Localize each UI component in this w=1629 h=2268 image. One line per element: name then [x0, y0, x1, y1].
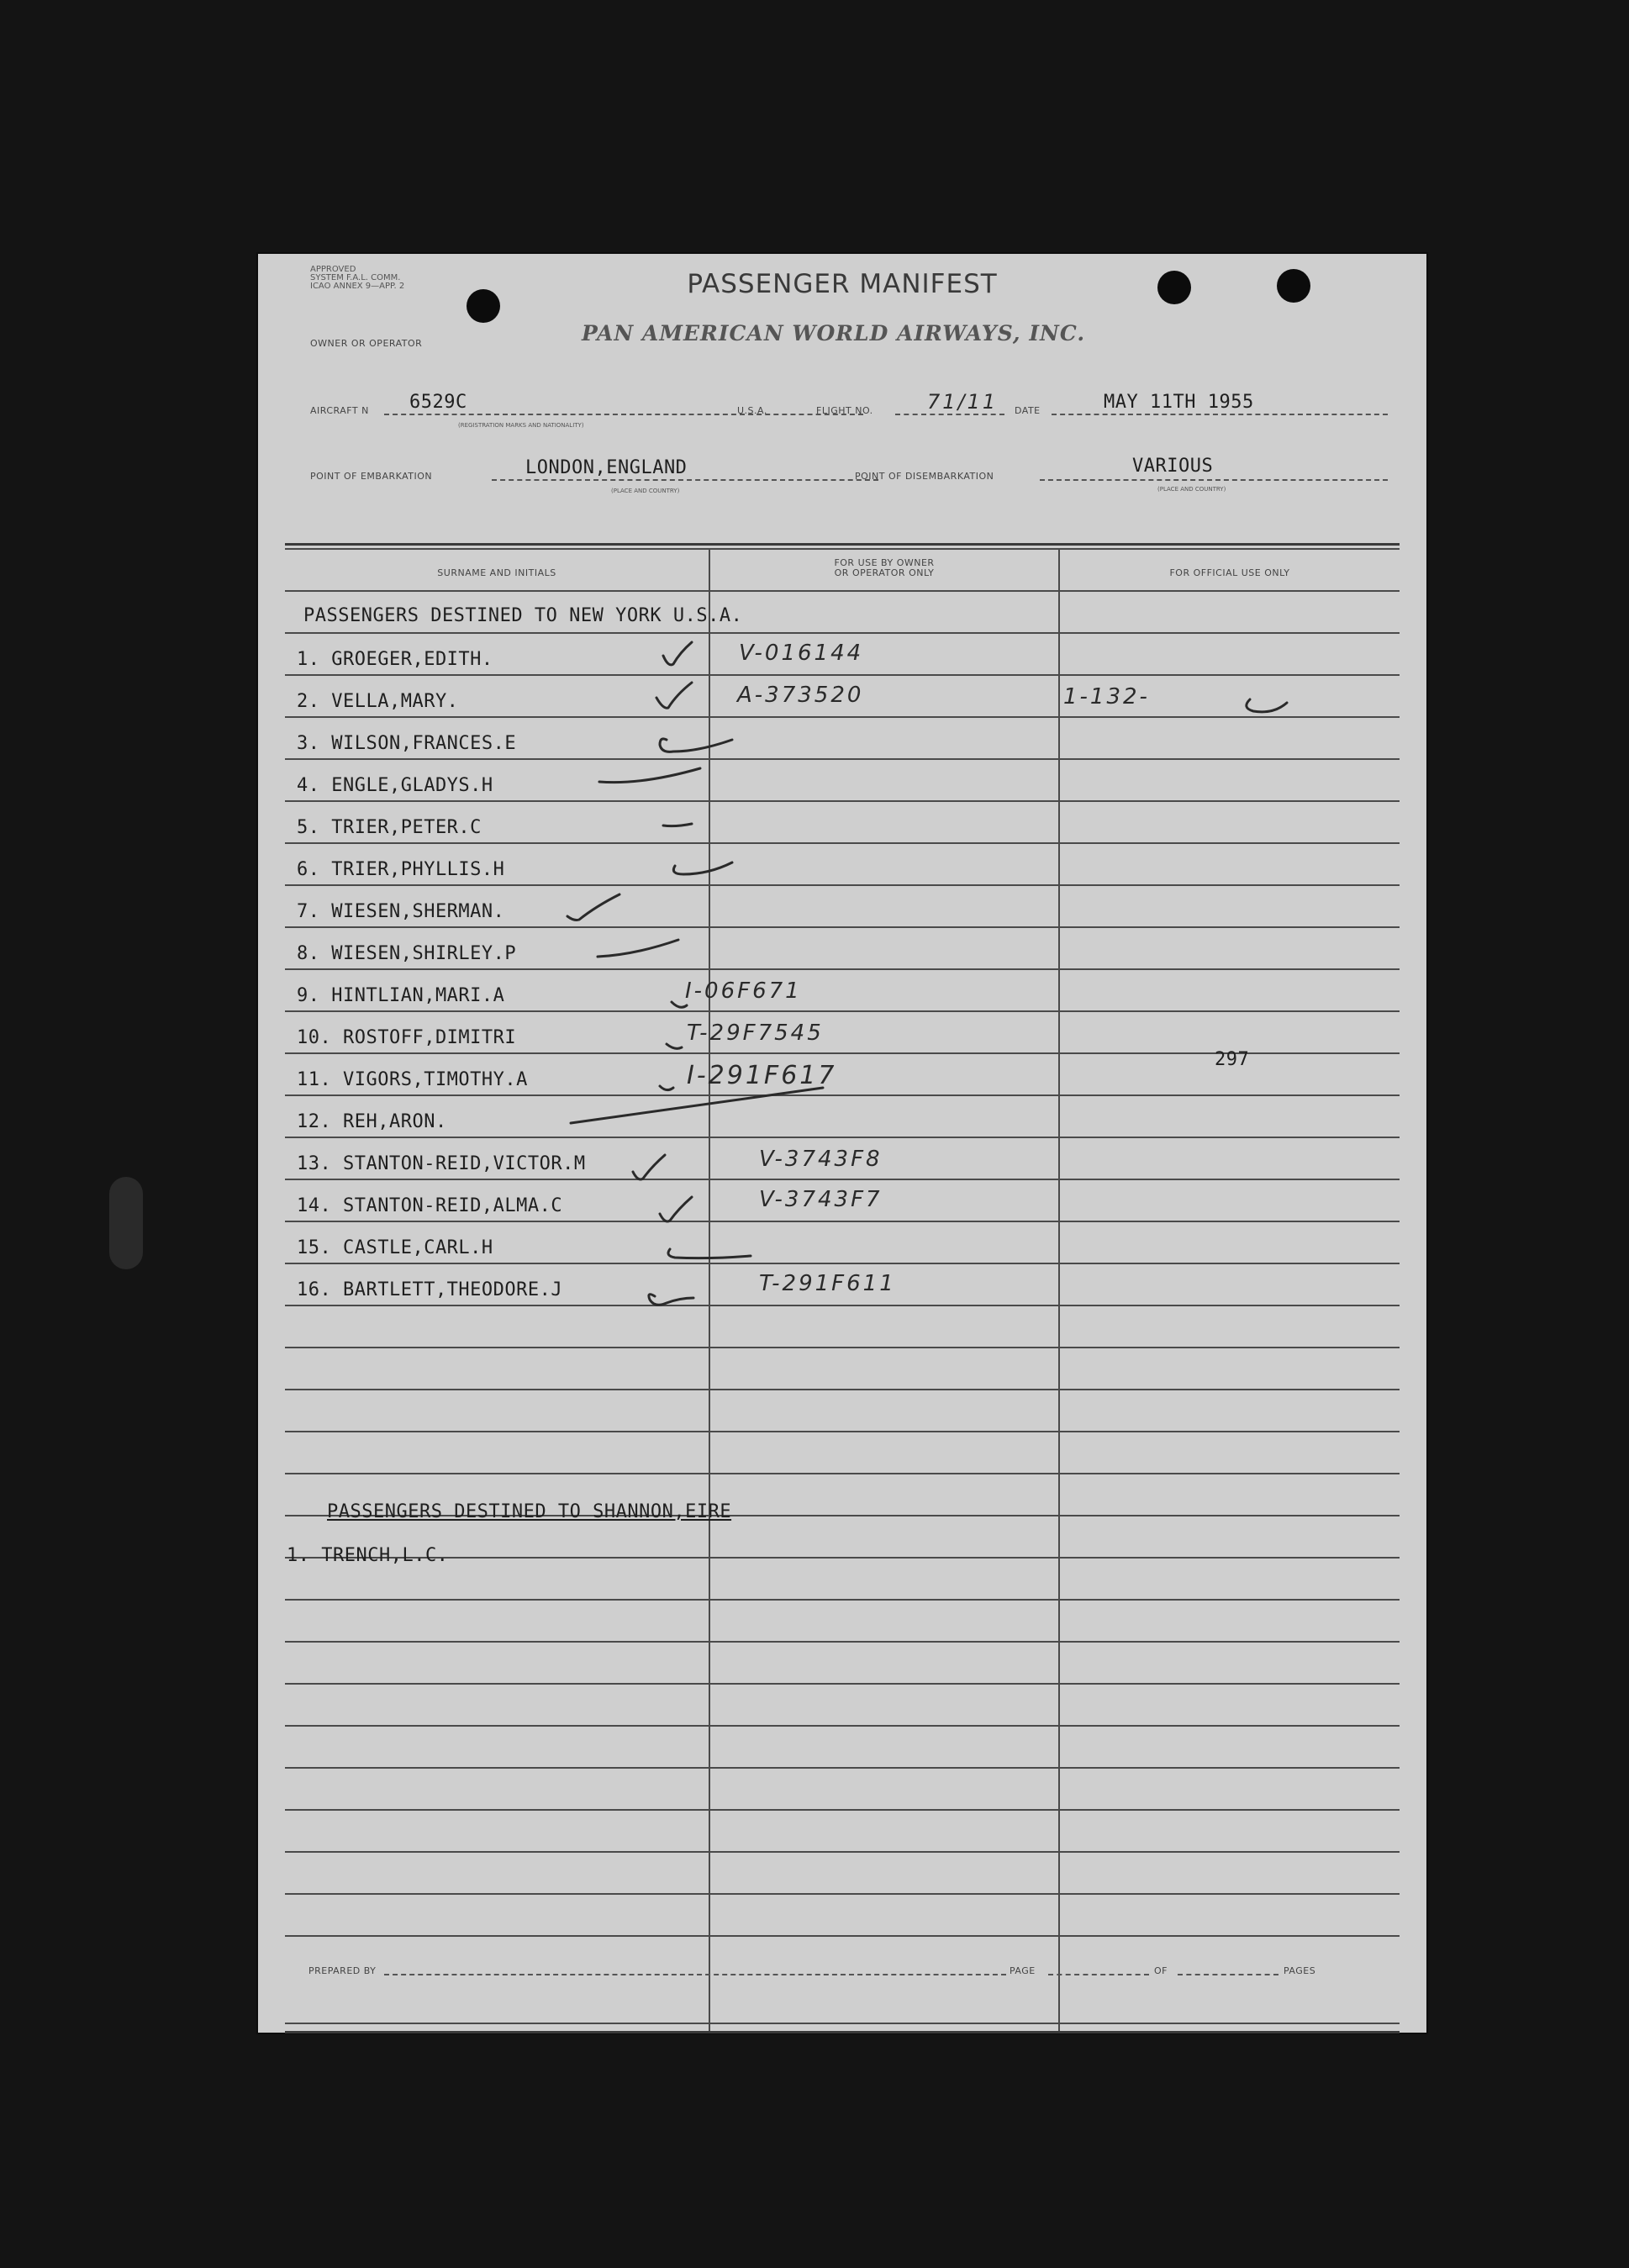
disembark-value: VARIOUS	[1132, 456, 1214, 477]
passenger-owner-note: V-3743F7	[759, 1187, 883, 1212]
check-mark-2	[656, 683, 692, 708]
check-mark-14	[660, 1197, 692, 1221]
embark-value: LONDON,ENGLAND	[525, 457, 688, 478]
passenger-name: 12. REH,ARON.	[297, 1111, 447, 1132]
column-header-owner-use: FOR USE BY OWNER OR OPERATOR ONLY	[834, 557, 935, 578]
passenger-name: 4. ENGLE,GLADYS.H	[297, 775, 493, 796]
passenger-name: 10. ROSTOFF,DIMITRI	[297, 1027, 517, 1048]
passenger-name: 6. TRIER,PHYLLIS.H	[297, 859, 505, 880]
owner-label: OWNER OR OPERATOR	[310, 338, 423, 349]
page-title: PASSENGER MANIFEST	[687, 269, 998, 299]
passenger-name: 16. BARTLETT,THEODORE.J	[297, 1279, 563, 1300]
passenger-owner-note: T-291F611	[759, 1271, 896, 1296]
passenger-owner-note: V-016144	[739, 641, 864, 666]
embark-label: POINT OF EMBARKATION	[310, 471, 433, 482]
section1-heading: PASSENGERS DESTINED TO NEW YORK U.S.A.	[303, 605, 743, 626]
disembark-label: POINT OF DISEMBARKATION	[855, 471, 994, 482]
passenger-owner-note: T-29F7545	[687, 1021, 824, 1046]
check-mark-9	[672, 1002, 687, 1007]
check-mark-15	[668, 1249, 751, 1258]
check-mark-11b	[571, 1088, 823, 1123]
check-mark-official-2	[1247, 699, 1287, 712]
table-bottom-rule	[285, 2031, 1400, 2033]
scanner-artifact	[109, 1177, 143, 1269]
check-mark-11	[660, 1086, 673, 1090]
check-marks	[258, 254, 1426, 2033]
approval-note: APPROVED SYSTEM F.A.L. COMM. ICAO ANNEX 9—APP. 2	[310, 265, 405, 291]
passenger-name: 14. STANTON-REID,ALMA.C	[297, 1195, 563, 1216]
passenger-name: 2. VELLA,MARY.	[297, 691, 459, 712]
check-mark-16	[649, 1295, 693, 1305]
passenger-owner-note: V-3743F8	[759, 1147, 883, 1172]
aircraft-value: 6529C	[409, 392, 467, 413]
of-line	[1178, 1974, 1278, 1975]
pages-label: PAGES	[1284, 1965, 1316, 1976]
check-mark-4	[599, 768, 700, 783]
prepared-by-label: PREPARED BY	[308, 1965, 377, 1976]
usa-label: U.S.A.	[737, 405, 767, 416]
flight-value: 71/11	[927, 390, 999, 414]
passenger-name: 1. GROEGER,EDITH.	[297, 649, 493, 670]
aircraft-label: AIRCRAFT N	[310, 405, 369, 416]
check-mark-13	[633, 1155, 665, 1179]
disembark-sublabel: (PLACE AND COUNTRY)	[1157, 486, 1226, 493]
passenger-name: 8. WIESEN,SHIRLEY.P	[297, 943, 517, 964]
passenger-name: 11. VIGORS,TIMOTHY.A	[297, 1069, 528, 1090]
embark-sublabel: (PLACE AND COUNTRY)	[611, 488, 680, 494]
manifest-page	[258, 254, 1426, 2033]
operator-name: PAN AMERICAN WORLD AIRWAYS, INC.	[582, 321, 1086, 345]
date-label: DATE	[1015, 405, 1041, 416]
date-value: MAY 11TH 1955	[1104, 392, 1254, 413]
page-line	[1048, 1974, 1149, 1975]
page-label: PAGE	[1010, 1965, 1036, 1976]
passenger-official-note: 297	[1215, 1049, 1250, 1070]
passenger-name: 13. STANTON-REID,VICTOR.M	[297, 1153, 586, 1174]
passenger-name: 7. WIESEN,SHERMAN.	[297, 901, 505, 922]
passenger-name: 9. HINTLIAN,MARI.A	[297, 985, 505, 1006]
aircraft-sublabel: (REGISTRATION MARKS AND NATIONALITY)	[458, 422, 584, 429]
section2-heading: PASSENGERS DESTINED TO SHANNON,EIRE	[327, 1501, 732, 1522]
prepared-by-line	[384, 1974, 1006, 1975]
check-mark-3	[660, 739, 732, 752]
passenger-name: 3. WILSON,FRANCES.E	[297, 733, 517, 754]
check-mark-5	[663, 824, 692, 826]
passenger-official-note: 1-132-	[1063, 684, 1150, 709]
passenger-name: 1. TRENCH,L.C.	[287, 1545, 449, 1566]
passenger-name: 15. CASTLE,CARL.H	[297, 1237, 493, 1258]
check-mark-7	[567, 894, 619, 920]
check-mark-10	[667, 1044, 682, 1048]
passenger-owner-note: I-291F617	[687, 1061, 837, 1090]
passenger-owner-note: I-06F671	[685, 978, 802, 1004]
of-label: OF	[1154, 1965, 1168, 1976]
check-mark-1	[663, 642, 692, 665]
check-mark-6	[673, 862, 732, 874]
column-header-official-use: FOR OFFICIAL USE ONLY	[1169, 567, 1290, 578]
flight-label: FLIGHT NO.	[816, 405, 873, 416]
check-mark-8	[598, 940, 678, 957]
passenger-owner-note: A-373520	[737, 683, 864, 708]
column-header-surname: SURNAME AND INITIALS	[437, 567, 556, 578]
passenger-name: 5. TRIER,PETER.C	[297, 817, 482, 838]
